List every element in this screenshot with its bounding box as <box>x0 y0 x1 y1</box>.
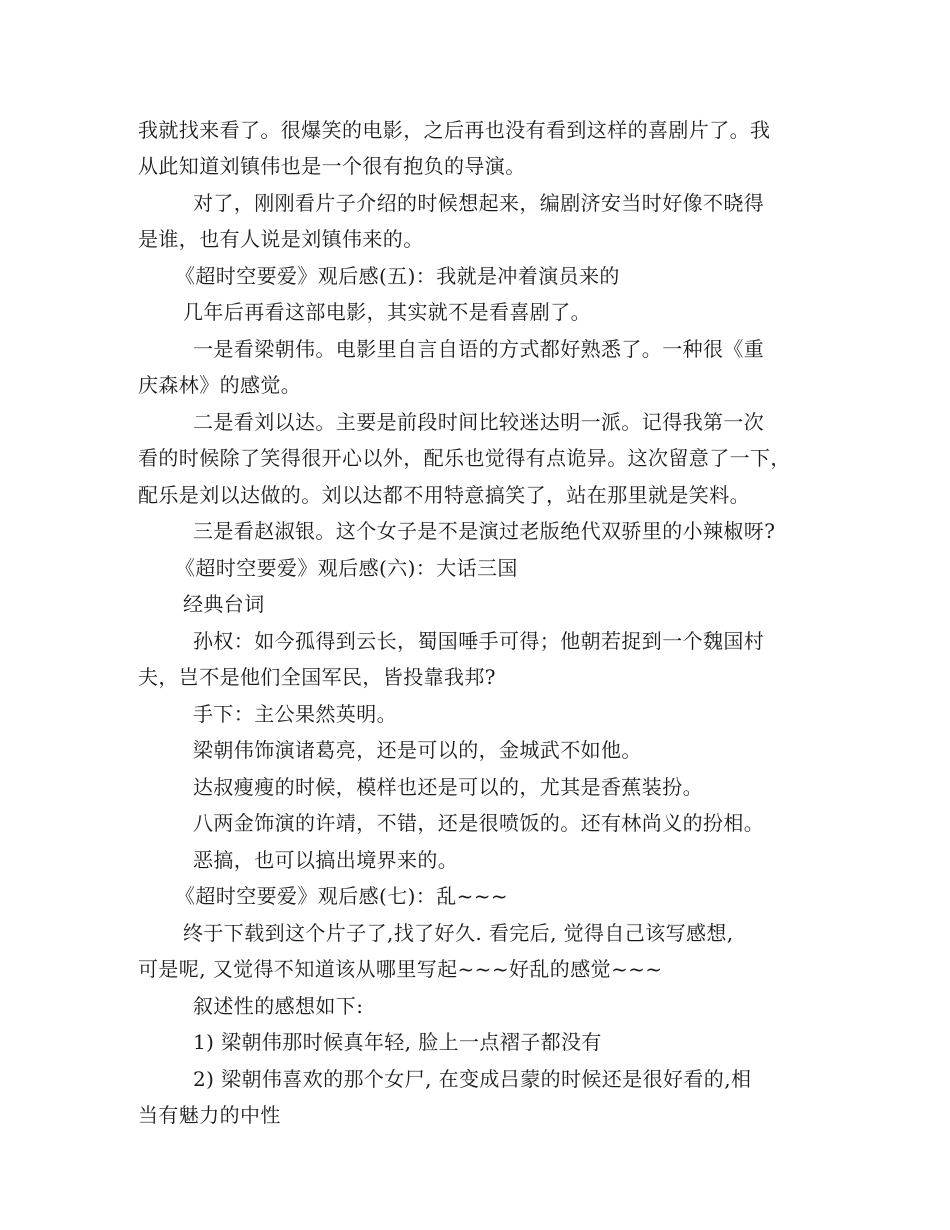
text-line: 庆森林》的感觉。 <box>138 373 302 397</box>
text-line: 手下：主公果然英明。 <box>193 702 397 726</box>
list-item: 1) 梁朝伟那时候真年轻, 脸上一点褶子都没有 <box>193 1030 602 1054</box>
text-line: 梁朝伟饰演诸葛亮，还是可以的，金城武不如他。 <box>193 738 642 762</box>
text-line: 八两金饰演的许靖，不错，还是很喷饭的。还有林尚义的扮相。 <box>193 811 765 835</box>
text-line: 三是看赵淑银。这个女子是不是演过老版绝代双骄里的小辣椒呀? <box>193 519 776 543</box>
text-line: 一是看梁朝伟。电影里自言自语的方式都好熟悉了。一种很《重 <box>193 337 765 361</box>
text-line: 恶搞，也可以搞出境界来的。 <box>193 848 459 872</box>
text-line: 是谁，也有人说是刘镇伟来的。 <box>138 227 424 251</box>
text-line: 看的时候除了笑得很开心以外，配乐也觉得有点诡异。这次留意了一下， <box>138 446 791 470</box>
text-line: 我就找来看了。很爆笑的电影，之后再也没有看到这样的喜剧片了。我 <box>138 118 771 142</box>
text-line: 终于下载到这个片子了,找了好久. 看完后, 觉得自己该写感想, <box>183 921 734 945</box>
text-line: 几年后再看这部电影，其实就不是看喜剧了。 <box>183 300 591 324</box>
text-line: 达叔瘦瘦的时候，模样也还是可以的，尤其是香蕉装扮。 <box>193 775 703 799</box>
section-heading: 《超时空要爱》观后感(六)：大话三国 <box>175 556 518 580</box>
text-line: 孙权：如今孤得到云长，蜀国唾手可得；他朝若捉到一个魏国村 <box>193 629 765 653</box>
text-line: 当有魅力的中性 <box>138 1103 281 1127</box>
text-line: 从此知道刘镇伟也是一个很有抱负的导演。 <box>138 154 526 178</box>
section-heading: 《超时空要爱》观后感(五)：我就是冲着演员来的 <box>175 264 620 288</box>
text-line: 配乐是刘以达做的。刘以达都不用特意搞笑了，站在那里就是笑料。 <box>138 483 750 507</box>
text-line: 经典台词 <box>183 592 265 616</box>
text-line: 对了，刚刚看片子介绍的时候想起来，编剧济安当时好像不晓得 <box>193 191 765 215</box>
text-line: 可是呢, 又觉得不知道该从哪里写起~~~好乱的感觉~~~ <box>138 957 663 981</box>
text-line: 夫，岂不是他们全国军民，皆投靠我邦? <box>138 665 496 689</box>
list-item: 2) 梁朝伟喜欢的那个女尸, 在变成吕蒙的时候还是很好看的,相 <box>193 1067 752 1091</box>
section-heading: 《超时空要爱》观后感(七)：乱~~~ <box>175 884 509 908</box>
text-line: 叙述性的感想如下: <box>193 994 364 1018</box>
text-line: 二是看刘以达。主要是前段时间比较迷达明一派。记得我第一次 <box>193 410 765 434</box>
